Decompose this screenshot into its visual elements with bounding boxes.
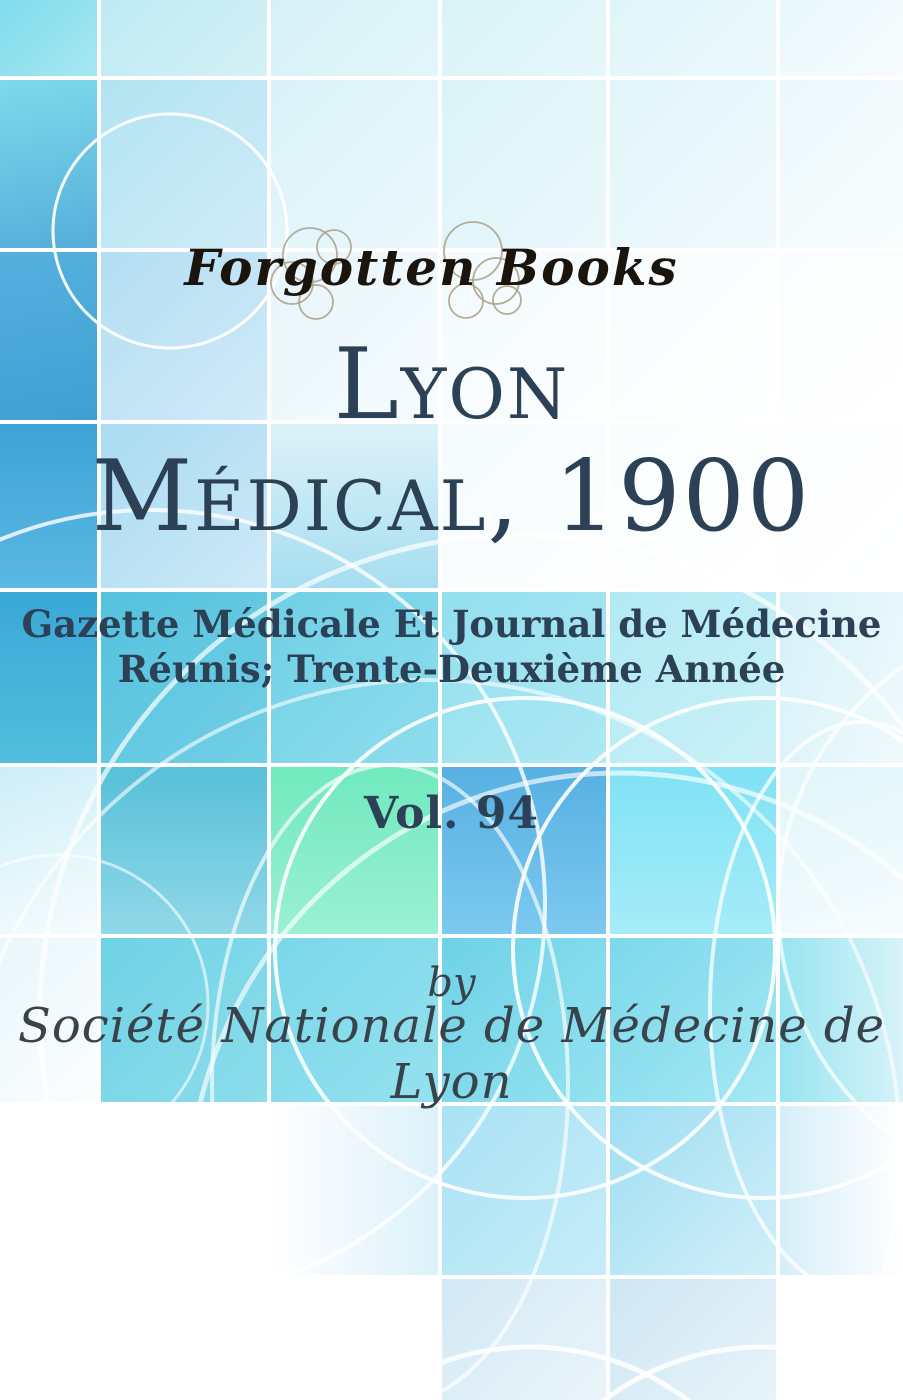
grid-cell: [101, 80, 267, 248]
grid-cell: [0, 80, 97, 248]
volume-label: Vol. 94: [363, 788, 540, 839]
grid-cell: [442, 80, 606, 248]
grid-cell: [271, 0, 438, 76]
book-title: [0, 330, 903, 553]
grid-cell: [610, 1279, 776, 1400]
title-line-2: Médical, 1900: [91, 439, 812, 554]
book-subtitle: [0, 602, 903, 692]
grid-cell: [780, 80, 903, 248]
grid-cell: [780, 1106, 903, 1275]
title-line-1: Lyon: [333, 328, 570, 442]
grid-cell: [271, 80, 438, 248]
subtitle-line-1: Gazette Médicale Et Journal de Médecine: [21, 602, 882, 646]
publisher-logo: Forgotten Books: [184, 238, 679, 297]
grid-cell: [442, 1279, 606, 1400]
grid-cell: [610, 80, 776, 248]
subtitle-line-2: Réunis; Trente-Deuxième Année: [117, 647, 786, 692]
grid-cell: [780, 0, 903, 76]
grid-cell: [442, 0, 606, 76]
grid-cell: [610, 0, 776, 76]
grid-cell: [442, 1106, 606, 1275]
byline: by: [427, 960, 476, 1006]
author-name: Société Nationale de Médecine de Lyon: [17, 998, 886, 1110]
grid-cell: [271, 1106, 438, 1275]
grid-cell: [610, 1106, 776, 1275]
grid-cell: [0, 0, 97, 76]
grid-cell: [101, 0, 267, 76]
